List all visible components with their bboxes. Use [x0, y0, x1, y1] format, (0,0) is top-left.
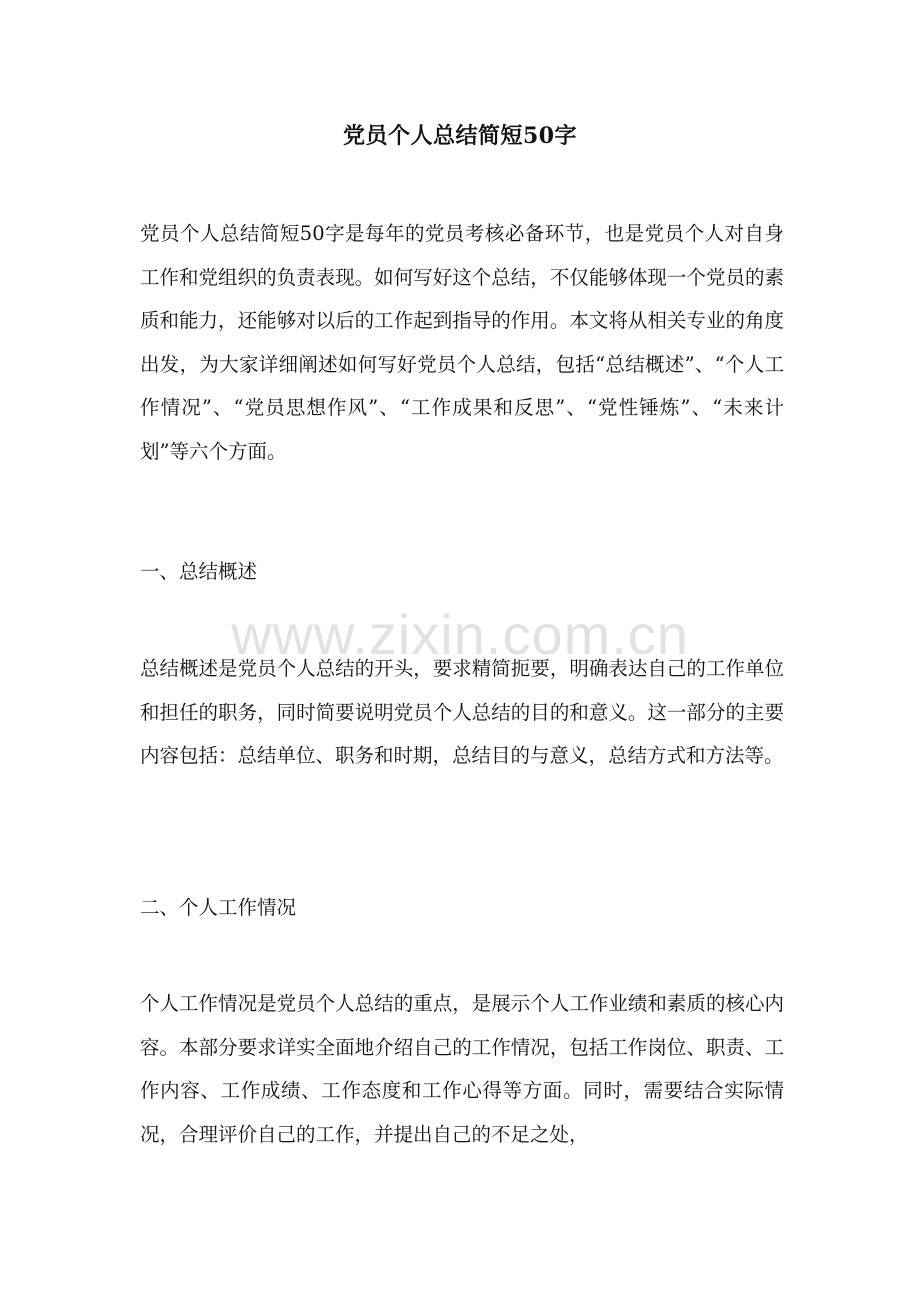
section-heading-work: 二、个人工作情况 — [140, 896, 297, 919]
section-body-overview: 总结概述是党员个人总结的开头，要求精简扼要，明确表达自己的工作单位和担任的职务，同时简要说明党员个人总结的目的和意义。这一部分的主要内容包括：总结单位、职务和时期，总结目的与意义，总结方式和方法等。 — [140, 657, 784, 767]
intro-paragraph: 党员个人总结简短50字是每年的党员考核必备环节，也是党员个人对自身工作和党组织的负责表现。如何写好这个总结，不仅能够体现一个党员的素质和能力，还能够对以后的工作起到指导的作用。本文将从相关专业的角度出发，为大家详细阐述如何写好党员个人总结，包括“总结概述”、“个人工作情况”、“党员思想作风”、“工作成果和反思”、“党性锤炼”、“未来计划”等六个方面。 — [140, 222, 784, 463]
document-title: 党员个人总结简短50字 — [342, 123, 578, 149]
section-heading-overview: 一、总结概述 — [140, 560, 258, 583]
watermark: www.zixin.com.cn — [231, 603, 689, 666]
section-body-work: 个人工作情况是党员个人总结的重点，是展示个人工作业绩和素质的核心内容。本部分要求详实全面地介绍自己的工作情况，包括工作岗位、职责、工作内容、工作成绩、工作态度和工作心得等方面。同时，需要结合实际情况，合理评价自己的工作，并提出自己的不足之处， — [140, 992, 784, 1146]
